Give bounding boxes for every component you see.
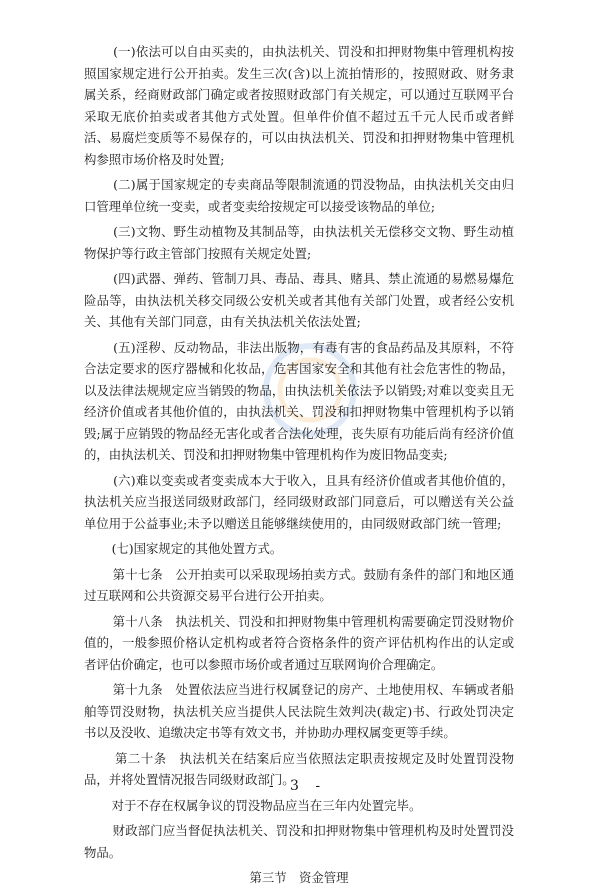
paragraph-item-7: (七)国家规定的其他处置方式。 <box>111 541 283 556</box>
page-number: - 3 - <box>268 778 327 794</box>
paragraph-item-1: (一)依法可以自由买卖的，由执法机关、罚没和扣押财物集中管理机构按照国家规定进行公开拍卖。发生三次(含)以上流拍情形的，按照财政、财务隶属关系，经商财政部门确定或者按照财政部门有关规定，可以通过互联网平台采取无底价拍卖或者其他方式处置。但单件价值不超过五千元人民币或者鲜活、易腐烂变质等不易保存的，可以由执法机关、罚没和扣押财物集中管理机构参照市场价格及时处置; <box>84 44 514 167</box>
article-17: 第十七条 公开拍卖可以采取现场拍卖方式。鼓励有条件的部门和地区通过互联网和公共资源交易平台进行公开拍卖。 <box>84 566 515 603</box>
paragraph-item-5: (五)淫秽、反动物品，非法出版物，有毒有害的食品药品及其原料，不符合法定要求的医疗器械和化妆品，危害国家安全和其他有社会危害性的物品，以及法律法规规定应当销毁的物品，由执法机关依法予以销毁;对难以变卖且无经济价值或者其他价值的，由执法机关、罚没和扣押财物集中管理机构予以销毁;属于应销毁的物品经无害化或者合法化处理，丧失原有功能后尚有经济价值的，由执法机关、罚没和扣押财物集中管理机构作为废旧物品变卖; <box>84 339 514 462</box>
paragraph-item-6: (六)难以变卖或者变卖成本大于收入，且具有经济价值或者其他价值的，执法机关应当报送同级财政部门，经同级财政部门同意后，可以赠送有关公益单位用于公益事业;未予以赠送且能够继续使用的，由同级财政部门统一管理; <box>84 472 514 531</box>
section-heading: 第三节 资金管理 <box>249 870 349 885</box>
paragraph-item-3: (三)文物、野生动植物及其制品等，由执法机关无偿移交文物、野生动植物保护等行政主管部门按照有关规定处置; <box>84 224 514 261</box>
paragraph-item-2: (二)属于国家规定的专卖商品等限制流通的罚没物品，由执法机关交由归口管理单位统一变卖，或者变卖给按规定可以接受该物品的单位; <box>84 177 514 214</box>
article-19: 第十九条 处置依法应当进行权属登记的房产、土地使用权、车辆或者船舶等罚没财物，执法机关应当提供人民法院生效判决(裁定)书、行政处罚决定书以及没收、追缴决定书等有效文书，并协助办理权属变更等手续。 <box>84 682 515 740</box>
paragraph-item-4: (四)武器、弹药、管制刀具、毒品、毒具、赌具、禁止流通的易燃易爆危险品等，由执法机关移交同级公安机关或者其他有关部门处置，或者经公安机关、其他有关部门同意，由有关执法机关依法处置; <box>84 271 514 329</box>
article-20-clause-3: 财政部门应当督促执法机关、罚没和扣押财物集中管理机构及时处置罚没物品。 <box>84 823 515 860</box>
article-20: 第二十条 执法机关在结案后应当依照法定职责按规定及时处置罚没物品，并将处置情况报告同级财政部门。 <box>84 750 515 787</box>
document-body <box>84 41 514 889</box>
article-20-clause-2: 对于不存在权属争议的罚没物品应当在三年内处置完毕。 <box>111 797 422 813</box>
article-18: 第十八条 执法机关、罚没和扣押财物集中管理机构需要确定罚没财物价值的，一般参照价格认定机构或者符合资格条件的资产评估机构作出的认定或者评估价确定，也可以参照市场价或者通过互联网询价合理确定。 <box>84 613 515 672</box>
